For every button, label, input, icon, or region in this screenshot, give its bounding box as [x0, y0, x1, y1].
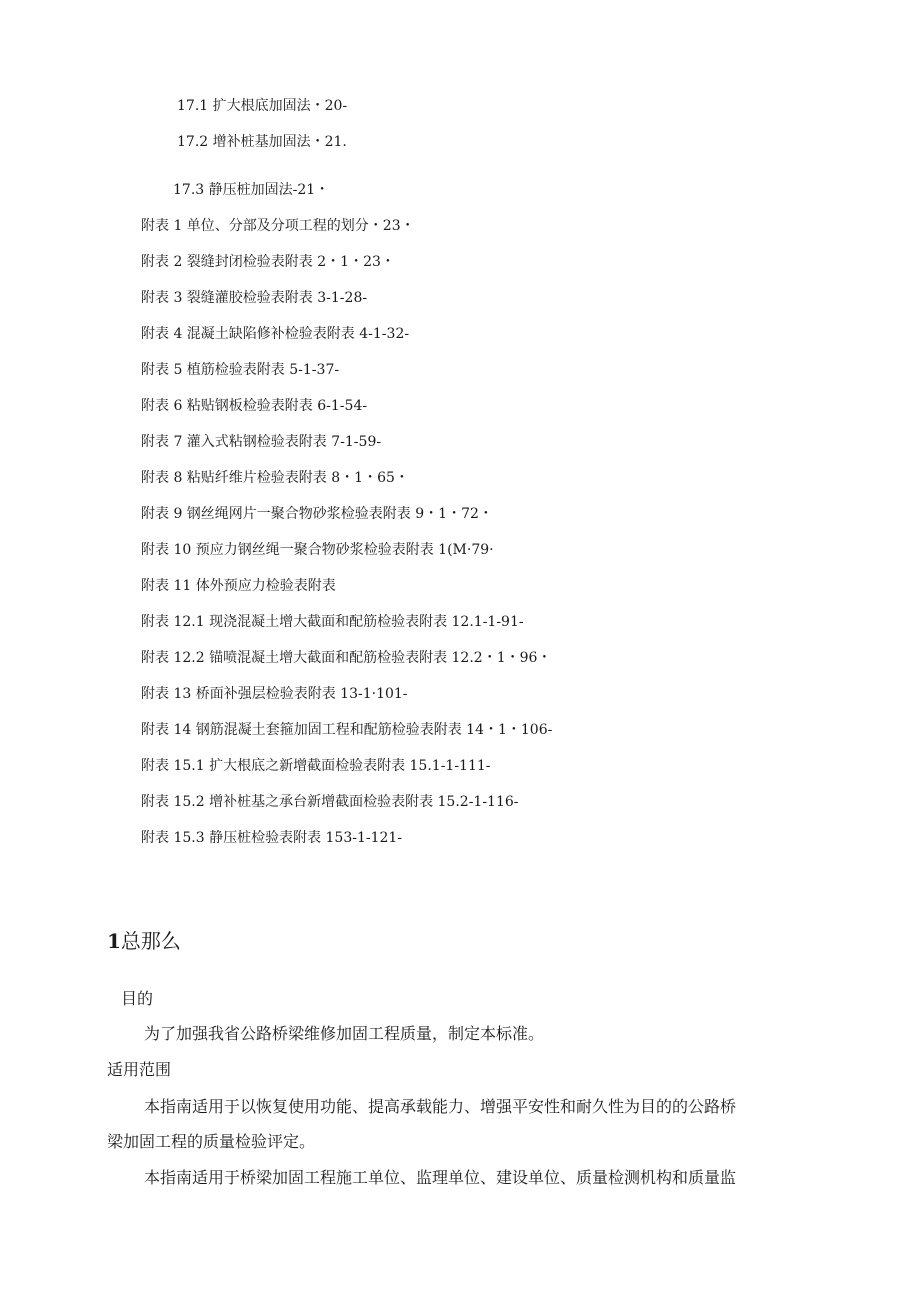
- scope-label: 适用范围: [107, 1060, 172, 1079]
- toc-appendix-12-1: 附表 12.1 现浇混凝土增大截面和配筋检验表附表 12.1-1-91-: [141, 614, 524, 630]
- scope-text-1a: 本指南适用于以恢复使用功能、提高承载能力、增强平安性和耐久性为目的的公路桥: [144, 1097, 737, 1116]
- toc-appendix-1: 附表 1 单位、分部及分项工程的划分・23・: [141, 218, 415, 234]
- toc-appendix-14: 附表 14 钢筋混凝土套箍加固工程和配筋检验表附表 14・1・106-: [141, 722, 553, 738]
- section-heading: [107, 928, 181, 954]
- toc-appendix-12-2: 附表 12.2 锚喷混凝土增大截面和配筋检验表附表 12.2・1・96・: [141, 650, 552, 666]
- toc-appendix-13: 附表 13 桥面补强层检验表附表 13-1·101-: [141, 686, 408, 702]
- toc-appendix-2: 附表 2 裂缝封闭检验表附表 2・1・23・: [141, 254, 395, 270]
- toc-appendix-5: 附表 5 植筋检验表附表 5-1-37-: [141, 362, 340, 378]
- toc-appendix-3: 附表 3 裂缝灌胶检验表附表 3-1-28-: [141, 290, 368, 306]
- purpose-label: 目的: [121, 989, 154, 1008]
- toc-appendix-15-2: 附表 15.2 增补桩基之承台新增截面检验表附表 15.2-1-116-: [141, 794, 519, 810]
- toc-appendix-4: 附表 4 混凝土缺陷修补检验表附表 4-1-32-: [141, 326, 410, 342]
- toc-appendix-15-3: 附表 15.3 静压桩检验表附表 153-1-121-: [141, 830, 403, 846]
- section-number: 1: [107, 929, 121, 953]
- toc-appendix-7: 附表 7 灌入式粘钢检验表附表 7-1-59-: [141, 434, 382, 450]
- toc-appendix-10: 附表 10 预应力钢丝绳一聚合物砂浆检验表附表 1(M·79·: [141, 542, 494, 558]
- scope-text-1b: 梁加固工程的质量检验评定。: [107, 1132, 316, 1151]
- toc-appendix-8: 附表 8 粘贴纤维片检验表附表 8・1・65・: [141, 470, 409, 486]
- toc-item-17-3: 17.3 静压桩加固法-21・: [173, 182, 330, 198]
- toc-item-17-1: 17.1 扩大根底加固法・20-: [177, 98, 348, 114]
- toc-appendix-9: 附表 9 钢丝绳网片一聚合物砂浆检验表附表 9・1・72・: [141, 506, 493, 522]
- toc-item-17-2: 17.2 增补桩基加固法・21.: [177, 134, 347, 150]
- toc-appendix-6: 附表 6 粘贴钢板检验表附表 6-1-54-: [141, 398, 368, 414]
- purpose-text: 为了加强我省公路桥梁维修加固工程质量，制定本标准。: [144, 1024, 545, 1043]
- scope-text-2: 本指南适用于桥梁加固工程施工单位、监理单位、建设单位、质量检测机构和质量监: [144, 1168, 737, 1187]
- toc-appendix-11: 附表 11 体外预应力检验表附表: [141, 578, 336, 594]
- toc-appendix-15-1: 附表 15.1 扩大根底之新增截面检验表附表 15.1-1-111-: [141, 758, 491, 774]
- section-title: 总那么: [120, 929, 181, 953]
